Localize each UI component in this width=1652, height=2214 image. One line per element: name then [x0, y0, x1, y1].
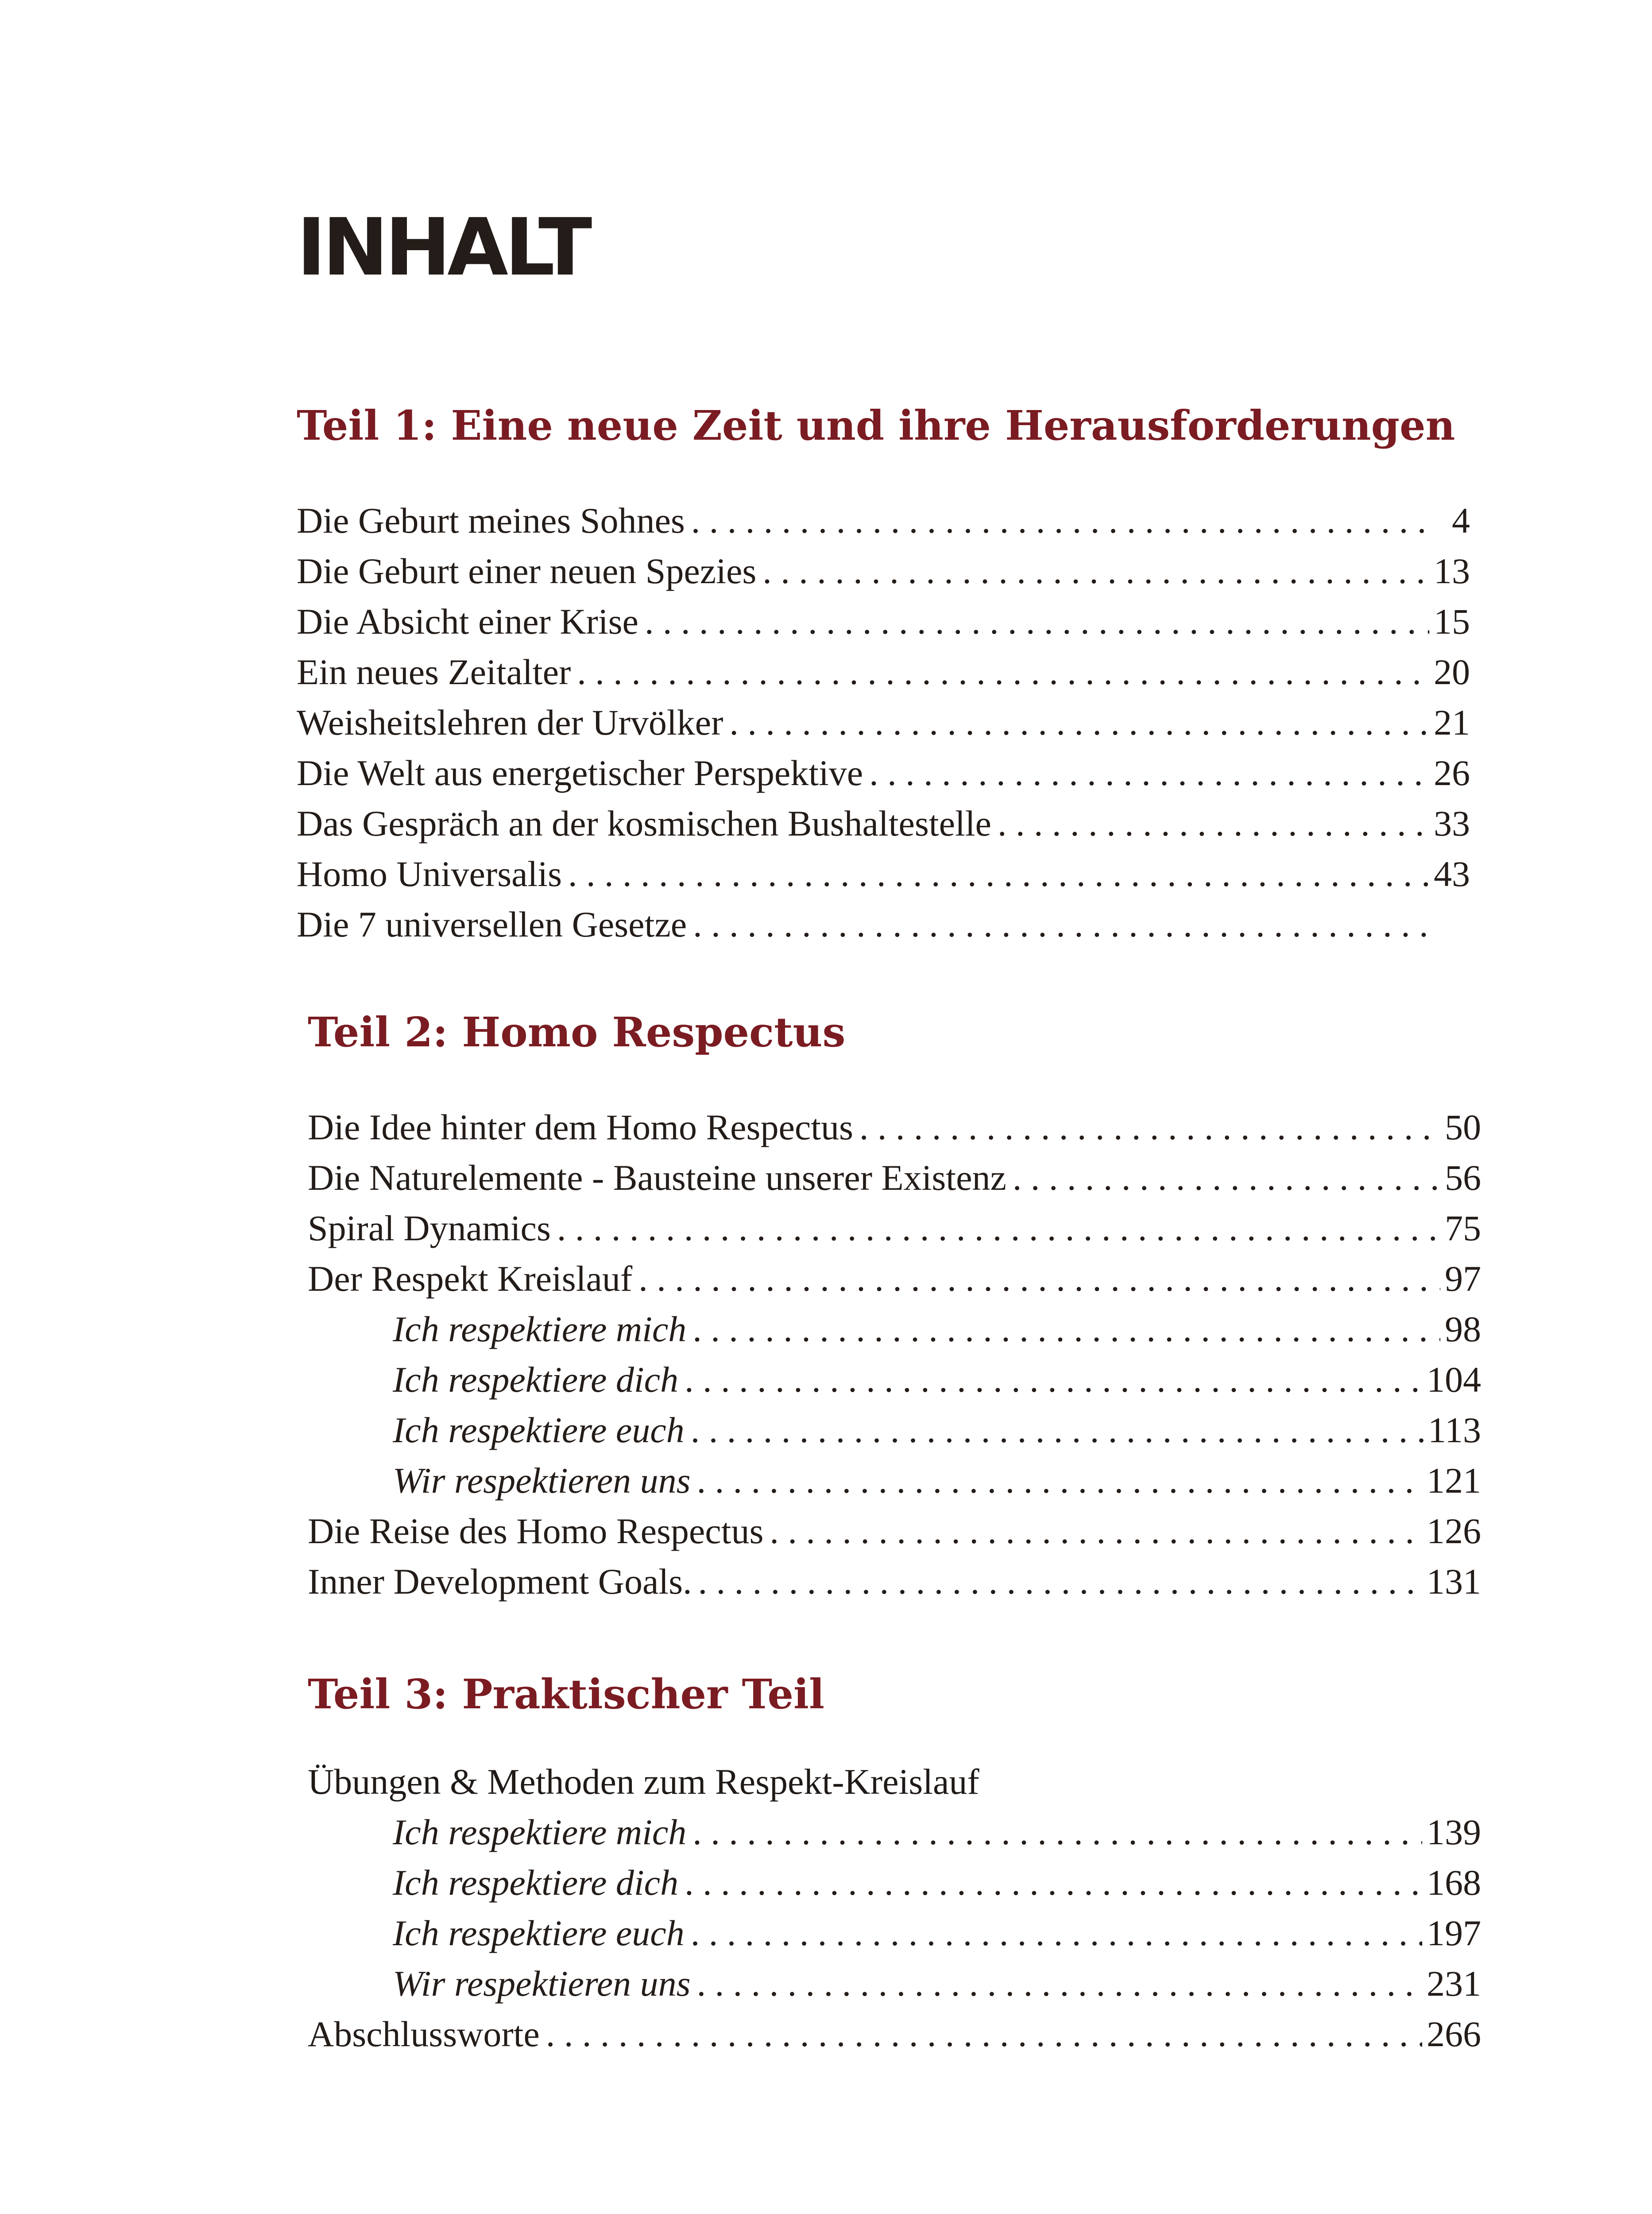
toc-entry[interactable]: [308, 1254, 1481, 1304]
toc-entry[interactable]: [308, 1203, 1481, 1254]
page-number: 20: [1434, 652, 1470, 692]
toc-subentry[interactable]: [308, 1455, 1481, 1506]
entry-title: Ich respektiere euch: [393, 1913, 685, 1953]
dot-leader: [693, 1807, 1422, 1858]
toc-entry[interactable]: [308, 1102, 1481, 1153]
entry-title: Ich respektiere mich: [393, 1812, 687, 1852]
page-number: 231: [1427, 1963, 1481, 2004]
entry-title: Die Naturelemente - Bausteine unserer Existenz: [308, 1157, 1006, 1198]
toc-subentry[interactable]: [308, 1405, 1481, 1455]
entry-title: Die Idee hinter dem Homo Respectus: [308, 1107, 853, 1147]
toc-subentry[interactable]: [308, 1304, 1481, 1355]
dot-leader: [869, 748, 1429, 798]
section-heading: Teil 3: Praktischer Teil: [308, 1670, 824, 1718]
page-number: 98: [1445, 1309, 1481, 1349]
toc-entry[interactable]: [308, 2009, 1481, 2059]
toc-subentry[interactable]: [308, 1959, 1481, 2009]
entry-title: Wir respektieren uns: [393, 1963, 691, 2004]
dot-leader: [693, 899, 1435, 950]
toc-entry[interactable]: [297, 647, 1470, 697]
dot-leader: [577, 647, 1429, 697]
entry-title: Die Geburt einer neuen Spezies: [297, 551, 757, 591]
page-number: 50: [1445, 1107, 1481, 1147]
toc-entry[interactable]: [297, 899, 1470, 950]
page-number: 13: [1434, 551, 1470, 591]
dot-leader: [685, 1355, 1422, 1405]
dot-leader: [998, 798, 1429, 849]
page-number: 43: [1434, 854, 1470, 894]
page-number: 266: [1427, 2014, 1481, 2054]
entry-list: [308, 1807, 1481, 2059]
dot-leader: [645, 596, 1429, 647]
entry-list: [297, 495, 1470, 950]
entry-title: Die Reise des Homo Respectus: [308, 1511, 764, 1551]
entry-title: Die Geburt meines Sohnes: [297, 500, 685, 541]
dot-leader: [697, 1455, 1422, 1506]
page-title: INHALT: [297, 201, 589, 293]
dot-leader: [1013, 1153, 1440, 1203]
toc-entry[interactable]: [297, 849, 1470, 899]
page-number: 21: [1434, 702, 1470, 743]
dot-leader: [691, 1908, 1422, 1959]
page-number: 56: [1445, 1157, 1481, 1198]
section-intro: Übungen & Methoden zum Respekt-Kreislauf: [308, 1761, 979, 1802]
dot-leader: [546, 2009, 1422, 2059]
toc-subentry[interactable]: [308, 1908, 1481, 1959]
page-number: 26: [1434, 753, 1470, 793]
entry-title: Ich respektiere dich: [393, 1862, 679, 1903]
section-heading: Teil 2: Homo Respectus: [308, 1008, 846, 1056]
page-number: 168: [1427, 1862, 1481, 1903]
dot-leader: [698, 1556, 1422, 1607]
page-number: 121: [1427, 1460, 1481, 1501]
entry-title: Ich respektiere dich: [393, 1359, 679, 1400]
toc-entry[interactable]: [308, 1556, 1481, 1607]
entry-title: Inner Development Goals.: [308, 1561, 692, 1602]
entry-title: Ich respektiere mich: [393, 1309, 687, 1349]
entry-title: Die Welt aus energetischer Perspektive: [297, 753, 863, 793]
dot-leader: [557, 1203, 1440, 1254]
toc-entry[interactable]: [308, 1506, 1481, 1556]
toc-entry[interactable]: [297, 697, 1470, 748]
page-number: 113: [1428, 1410, 1481, 1450]
entry-title: Spiral Dynamics: [308, 1208, 551, 1248]
toc-entry[interactable]: [308, 1153, 1481, 1203]
toc-subentry[interactable]: [308, 1355, 1481, 1405]
dot-leader: [691, 495, 1435, 546]
toc-entry[interactable]: [297, 748, 1470, 798]
dot-leader: [697, 1959, 1422, 2009]
dot-leader: [685, 1858, 1422, 1908]
entry-list: [308, 1102, 1481, 1607]
toc-subentry[interactable]: [308, 1807, 1481, 1858]
page-number: 197: [1427, 1913, 1481, 1953]
dot-leader: [762, 546, 1429, 596]
entry-title: Der Respekt Kreislauf: [308, 1258, 633, 1299]
dot-leader: [693, 1304, 1440, 1355]
page-number: 139: [1427, 1812, 1481, 1852]
page-number: 4: [1452, 500, 1470, 541]
dot-leader: [568, 849, 1429, 899]
entry-title: Wir respektieren uns: [393, 1460, 691, 1501]
dot-leader: [729, 697, 1429, 748]
page-number: 75: [1445, 1208, 1481, 1248]
dot-leader: [770, 1506, 1422, 1556]
section-teil-1: [297, 402, 1470, 950]
toc-entry[interactable]: [297, 596, 1470, 647]
toc-entry[interactable]: [297, 546, 1470, 596]
page-number: 33: [1434, 803, 1470, 844]
section-teil-3: [308, 1670, 1481, 2059]
entry-title: Ich respektiere euch: [393, 1410, 685, 1450]
page-number: 131: [1427, 1561, 1481, 1602]
entry-title: Homo Universalis: [297, 854, 562, 894]
page-number: 15: [1434, 601, 1470, 642]
entry-title: Weisheitslehren der Urvölker: [297, 702, 723, 743]
page-number: 97: [1445, 1258, 1481, 1299]
entry-title: Abschlussworte: [308, 2014, 540, 2054]
page-number: 104: [1427, 1359, 1481, 1400]
section-heading: Teil 1: Eine neue Zeit und ihre Herausforderungen: [297, 402, 1455, 449]
page-number: 126: [1427, 1511, 1481, 1551]
entry-title: Die Absicht einer Krise: [297, 601, 638, 642]
dot-leader: [638, 1254, 1440, 1304]
toc-entry[interactable]: [297, 798, 1470, 849]
entry-title: Die 7 universellen Gesetze: [297, 904, 687, 944]
entry-title: Das Gespräch an der kosmischen Bushaltestelle: [297, 803, 991, 844]
toc-entry[interactable]: [297, 495, 1470, 546]
section-teil-2: [308, 1008, 1481, 1607]
dot-leader: [691, 1405, 1424, 1455]
entry-title: Ein neues Zeitalter: [297, 652, 571, 692]
toc-subentry[interactable]: [308, 1858, 1481, 1908]
dot-leader: [859, 1102, 1440, 1153]
